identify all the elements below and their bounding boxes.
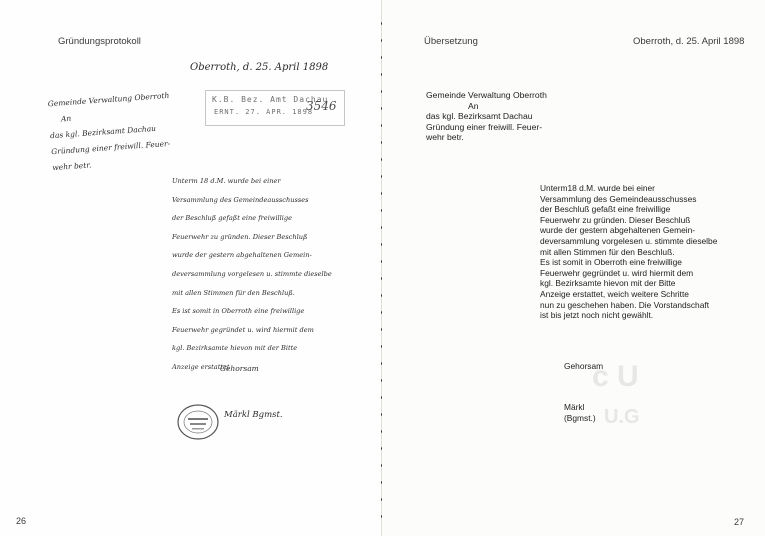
translation-closing: Gehorsam: [564, 361, 604, 371]
stamp-number: 3546: [306, 99, 337, 113]
manuscript-closing: Gehorsam: [220, 364, 259, 373]
translation-body: Unterm18 d.M. wurde bei einer Versammlung des Gemeindeausschusses der Beschluß gefaßt eine freiwillige Feuerwehr zu gründen. Dieser Beschluß wurde der gestern abgehaltenen Gemein- deversammlung vorgelesen u. stimmte dieselbe mit allen Stimmen für den Beschluß. Es ist somit in Oberroth eine freiwillige Feuerwehr gegründet u. wird hiermit dem kgl. Bezirksamte hievon mit der Bitte Anzeige erstattet, weich weitere Schritte nun zu geschehen haben. Die Vorstandschaft ist bis jetzt noch nicht gewählt.: [540, 183, 718, 321]
translation-address: Gemeinde Verwaltung Oberroth An das kgl. Bezirksamt Dachau Gründung einer freiwill. Feuer- wehr betr.: [426, 90, 547, 143]
right-page-date: Oberroth, d. 25. April 1898: [633, 36, 745, 47]
manuscript-signature: Märkl Bgmst.: [224, 410, 283, 420]
right-page-number: 27: [734, 517, 745, 527]
background-watermark: c U: [592, 360, 639, 393]
manuscript-body: Unterm 18 d.M. wurde bei einer Versammlung des Gemeindeausschusses der Beschluß gefaßt eine freiwillige Feuerwehr zu gründen. Dieser Beschluß wurde der gestern abgehaltenen Gemein- deversammlung vorgelesen u. stimmte dieselbe mit allen Stimmen für den Beschluß. Es ist somit in Oberroth eine freiwillige Feuerwehr gegründet u. wird hiermit dem kgl. Bezirksamte hievon mit der Bitte Anzeige erstattet: [172, 177, 332, 371]
manuscript-date: Oberroth, d. 25. April 1898: [190, 62, 329, 73]
right-page-header: Übersetzung: [424, 36, 478, 47]
translation-signature-title: (Bgmst.): [564, 413, 596, 423]
left-page-number: 26: [16, 516, 27, 526]
translation-signature-name: Märkl: [564, 402, 585, 412]
background-watermark-2: U.G: [604, 406, 640, 428]
left-page-header: Gründungsprotokoll: [58, 36, 141, 47]
left-page: [0, 0, 382, 536]
manuscript-address: Gemeinde Verwaltung Oberroth An das kgl. Bezirksamt Dachau Gründung einer freiwill. Feuer- wehr betr.: [47, 90, 171, 173]
received-stamp: K.B. Bez. Amt Dachau ERNT. 27. APR. 1898 3546: [205, 90, 345, 126]
municipal-seal-icon: [176, 402, 220, 442]
